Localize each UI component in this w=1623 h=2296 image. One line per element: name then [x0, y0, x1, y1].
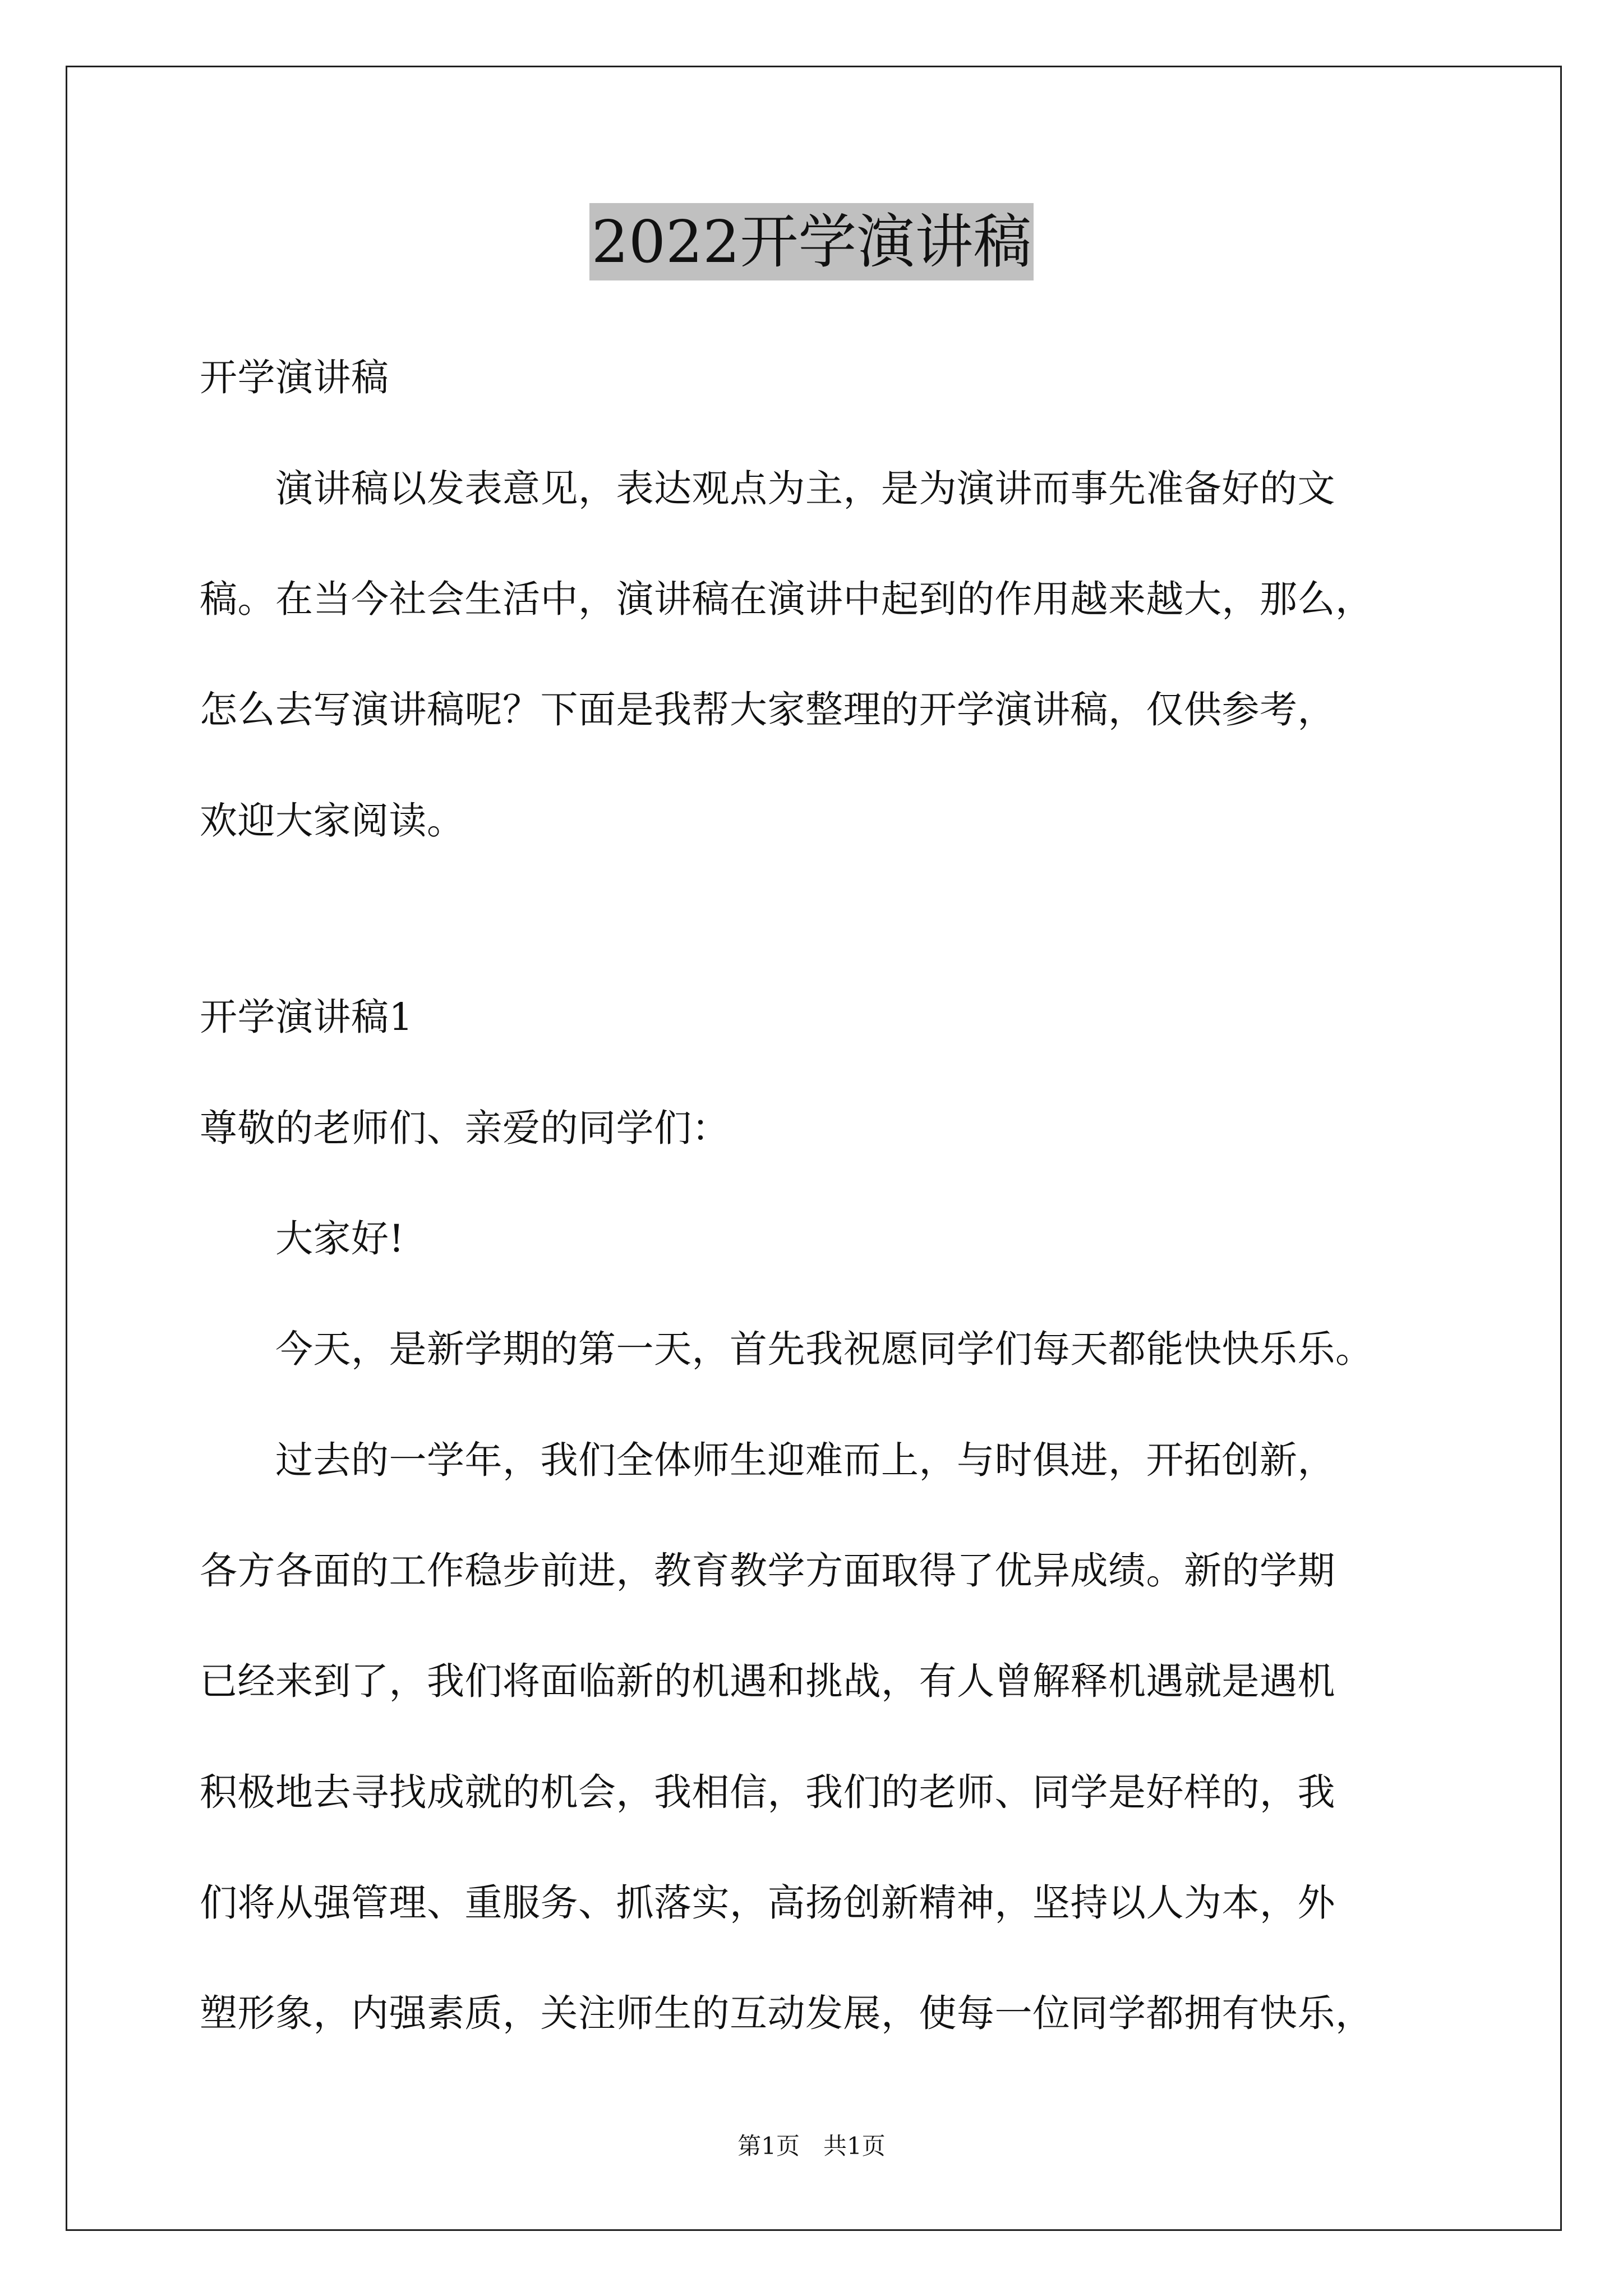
text-line: 已经来到了，我们将面临新的机遇和挑战，有人曾解释机遇就是遇机 [200, 1659, 1335, 1703]
text-line: 积极地去寻找成就的机会，我相信，我们的老师、同学是好样的，我 [200, 1770, 1335, 1814]
text-line: 稿。在当今社会生活中，演讲稿在演讲中起到的作用越来越大，那么， [200, 577, 1373, 621]
document-title: 2022开学演讲稿 [589, 203, 1034, 280]
salutation: 尊敬的老师们、亲爱的同学们： [200, 1106, 730, 1150]
text-line: 欢迎大家阅读。 [200, 799, 465, 843]
text-line: 大家好! [200, 1217, 404, 1260]
title-container [0, 203, 1623, 280]
text-line: 开学演讲稿 [200, 356, 389, 399]
page-number: 第1页 共1页 [737, 2132, 886, 2160]
text-line: 演讲稿以发表意见，表达观点为主，是为演讲而事先准备好的文 [200, 467, 1335, 510]
text-line: 怎么去写演讲稿呢？下面是我帮大家整理的开学演讲稿，仅供参考， [200, 688, 1335, 731]
text-line: 今天，是新学期的第一天，首先我祝愿同学们每天都能快快乐乐。 [200, 1327, 1373, 1371]
text-line: 过去的一学年，我们全体师生迎难而上，与时俱进，开拓创新， [200, 1438, 1335, 1482]
text-line: 塑形象，内强素质，关注师生的互动发展，使每一位同学都拥有快乐， [200, 1991, 1373, 2035]
text-line: 们将从强管理、重服务、抓落实，高扬创新精神，坚持以人为本，外 [200, 1881, 1335, 1925]
section-heading: 开学演讲稿1 [200, 995, 413, 1039]
text-line: 各方各面的工作稳步前进，教育教学方面取得了优异成绩。新的学期 [200, 1549, 1335, 1593]
